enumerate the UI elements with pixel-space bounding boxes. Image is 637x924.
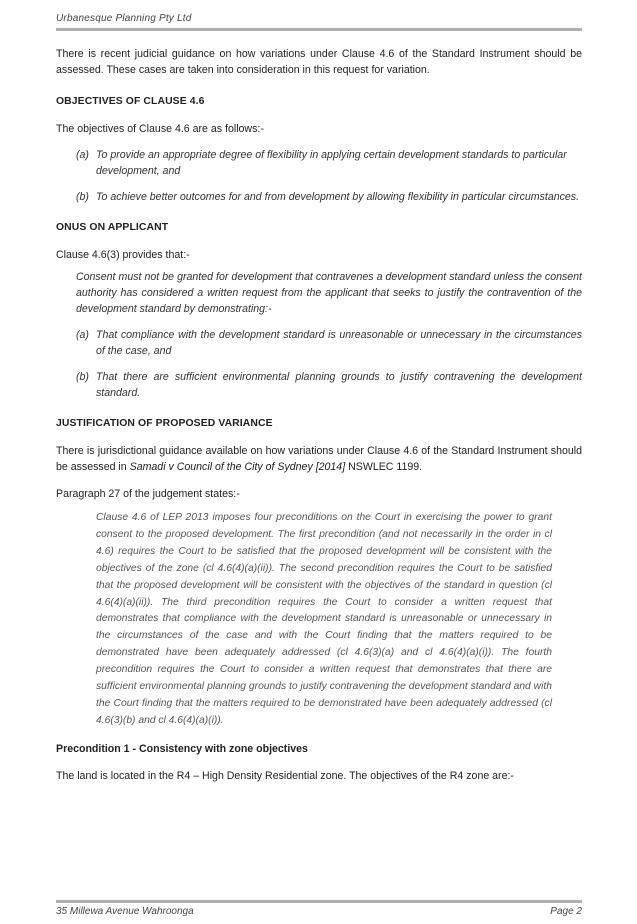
- objective-item: [56, 147, 582, 179]
- onus-lead: Clause 4.6(3) provides that:-: [56, 249, 190, 261]
- objective-marker: (b): [76, 191, 89, 203]
- objectives-lead: The objectives of Clause 4.6 are as follows:-: [56, 123, 264, 135]
- onus-heading: ONUS ON APPLICANT: [56, 222, 169, 233]
- precondition1-text: The land is located in the R4 – High Density Residential zone. The objectives of the R4 zone are:-: [56, 769, 514, 782]
- header-company: Urbanesque Planning Pty Ltd: [56, 13, 192, 24]
- objective-item: [56, 189, 582, 205]
- onus-marker: (b): [76, 371, 89, 383]
- objective-text: To provide an appropriate degree of flexibility in applying certain development standards to particular development, and: [96, 149, 567, 177]
- justification-text-end: NSWLEC 1199.: [345, 461, 423, 473]
- case-name: Samadi v Council of the City of Sydney [2014]: [129, 461, 346, 473]
- intro-paragraph: There is recent judicial guidance on how variations under Clause 4.6 of the Standard Instrument should be assessed. These cases are taken into consideration in this request for variation.: [56, 48, 582, 76]
- justification-heading: JUSTIFICATION OF PROPOSED VARIANCE: [56, 418, 273, 429]
- onus-item: [56, 327, 582, 359]
- objectives-heading: OBJECTIVES OF CLAUSE 4.6: [56, 96, 205, 107]
- footer-rule: [56, 900, 582, 903]
- precondition1-heading: Precondition 1 - Consistency with zone objectives: [56, 742, 308, 755]
- justification-paragraph: [56, 443, 582, 475]
- onus-item: [56, 369, 582, 401]
- judgement-blockquote: Clause 4.6 of LEP 2013 imposes four preconditions on the Court in exercising the power to grant consent to the proposed development. The first precondition (and not necessarily in the order in cl 4.6) requires the Court to be satisfied that the proposed development will be consistent with the objectives of the zone (cl 4.6(4)(a)(ii)). The second precondition requires the Court to be satisfied that the proposed development will be consistent with the objectives of the standard in question (cl 4.6(4)(a)(ii)). The third precondition requires the Court to consider a written request that demonstrates that compliance with the development standard is unreasonable or unnecessary in the circumstances of the case and with the Court finding that the matters required to be demonstrated have been adequately addressed (cl 4.6(3)(a) and cl 4.6(4)(a)(i)). The fourth precondition requires the Court to consider a written request that demonstrates that there are sufficient environmental planning grounds to justify contravening the development standard and with the Court finding that the matters required to be demonstrated have been adequately addressed (cl 4.6(3)(b) and cl 4.6(4)(a)(i)).: [96, 512, 552, 726]
- onus-quote: Consent must not be granted for development that contravenes a development standard unless the consent authority has considered a written request from the applicant that seeks to justify the contravention of the development standard by demonstrating:-: [76, 271, 582, 315]
- justification-text-start: There is jurisdictional guidance available on how variations under Clause 4.6 of the Standard Instrument should be assessed in: [56, 445, 582, 473]
- paragraph-27-lead: Paragraph 27 of the judgement states:-: [56, 488, 240, 500]
- footer-address: 35 Millewa Avenue Wahroonga: [56, 906, 194, 917]
- objective-text: To achieve better outcomes for and from development by allowing flexibility in particular circumstances.: [96, 191, 580, 203]
- page-content: [56, 46, 582, 784]
- header-rule: [56, 28, 582, 31]
- objective-marker: (a): [76, 149, 89, 161]
- onus-text: That compliance with the development standard is unreasonable or unnecessary in the circumstances of the case, and: [96, 329, 582, 357]
- onus-marker: (a): [76, 329, 89, 341]
- page-number: Page 2: [550, 906, 582, 917]
- onus-text: That there are sufficient environmental planning grounds to justify contravening the development standard.: [96, 371, 582, 399]
